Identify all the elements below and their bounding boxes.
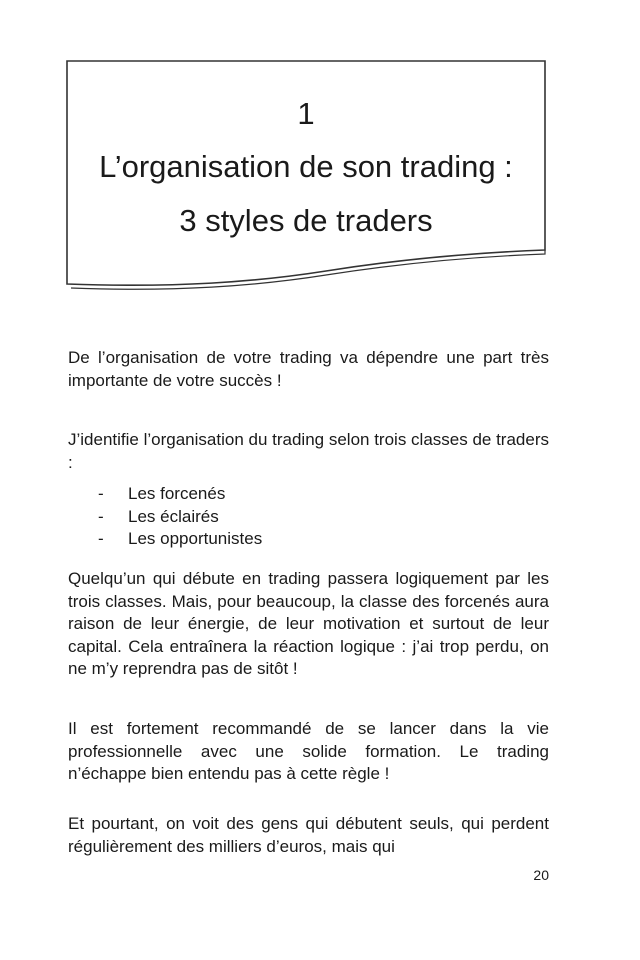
list-dash: - — [98, 484, 104, 503]
list-item-label: Les éclairés — [128, 506, 219, 526]
trader-classes-list — [68, 483, 262, 551]
list-item-label: Les forcenés — [128, 484, 226, 503]
list-item — [68, 483, 262, 506]
paragraph-text: De l’organisation de votre trading va dépendre une part très importante de votre succès ! — [68, 348, 549, 390]
paragraph-however — [68, 813, 549, 858]
paragraph-text: Quelqu’un qui débute en trading passera logiquement par les trois classes. Mais, pour beaucoup, la classe des forcenés aura raison de leur énergie, de leur motivation et surtout de leur capital. Cela entraînera la réaction logique : j’ai trop perdu, on ne m’y reprendra pas de sitôt ! — [68, 569, 549, 678]
paragraph-text: J’identifie l’organisation du trading selon trois classes de traders : — [68, 430, 549, 472]
chapter-title-line1: L’organisation de son trading : — [99, 149, 513, 184]
list-item — [68, 528, 262, 551]
paragraph-text: Et pourtant, on voit des gens qui débutent seuls, qui perdent régulièrement des milliers d’euros, mais qui — [68, 814, 549, 856]
page-number: 20 — [533, 867, 549, 883]
paragraph-classes — [68, 429, 549, 474]
paragraph-training — [68, 718, 549, 786]
paragraph-intro — [68, 347, 549, 392]
paragraph-text: Il est fortement recommandé de se lancer dans la vie professionnelle avec une solide formation. Le trading n’échappe bien entendu pas à cette règle ! — [68, 719, 549, 783]
chapter-title-line2: 3 styles de traders — [179, 203, 433, 238]
list-dash: - — [98, 506, 104, 526]
list-item-label: Les opportunistes — [128, 529, 263, 548]
paragraph-beginner — [68, 568, 549, 681]
chapter-title-box — [66, 60, 546, 290]
list-item — [68, 506, 262, 529]
chapter-number: 1 — [297, 96, 315, 131]
list-dash: - — [98, 529, 104, 548]
